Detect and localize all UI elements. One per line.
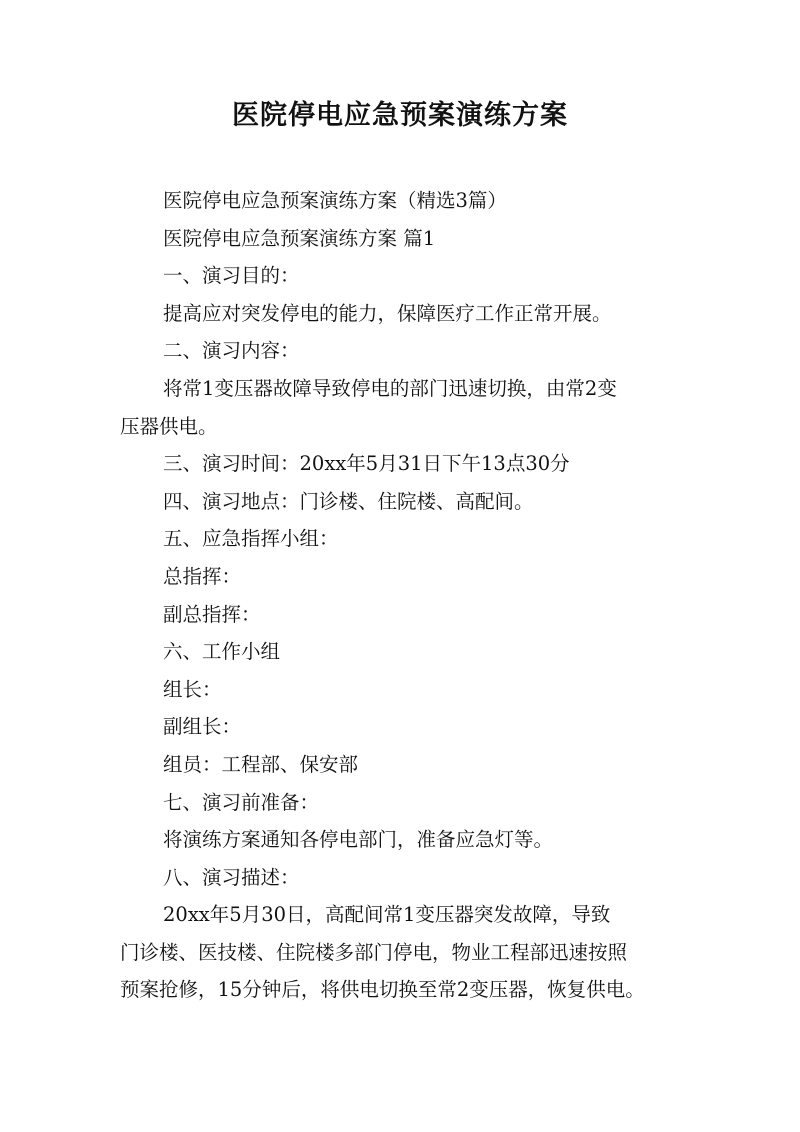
item8-text-line3: 预案抢修，15分钟后，将供电切换至常2变压器，恢复供电。 <box>120 978 645 1002</box>
section-heading: 医院停电应急预案演练方案 篇1 <box>163 226 436 250</box>
item7-text: 将演练方案通知各停电部门，准备应急灯等。 <box>163 828 554 852</box>
item8-heading: 八、演习描述： <box>163 865 300 889</box>
document-title: 医院停电应急预案演练方案 <box>232 100 568 131</box>
commander-label: 总指挥： <box>163 564 242 588</box>
item8-text-line1: 20xx年5月30日，高配间常1变压器突发故障，导致 <box>163 903 611 927</box>
team-leader-label: 组长： <box>163 677 222 701</box>
document-body <box>120 182 686 1009</box>
item1-heading: 一、演习目的： <box>163 264 300 288</box>
item5-heading: 五、应急指挥小组： <box>163 527 339 551</box>
deputy-team-leader-label: 副组长： <box>163 715 242 739</box>
subtitle: 医院停电应急预案演练方案（精选3篇） <box>163 189 507 212</box>
item2-text-line2: 压器供电。 <box>120 414 218 438</box>
item3-text: 三、演习时间：20xx年5月31日下午13点30分 <box>163 452 570 476</box>
item7-heading: 七、演习前准备： <box>163 790 320 814</box>
item2-text-line1: 将常1变压器故障导致停电的部门迅速切换，由常2变 <box>163 376 617 400</box>
item1-text: 提高应对突发停电的能力，保障医疗工作正常开展。 <box>163 301 612 325</box>
item4-text: 四、演习地点：门诊楼、住院楼、高配间。 <box>163 489 534 513</box>
item6-heading: 六、工作小组 <box>163 640 281 664</box>
deputy-commander-label: 副总指挥： <box>163 602 261 626</box>
item2-heading: 二、演习内容： <box>163 339 300 363</box>
team-members: 组员：工程部、保安部 <box>163 752 359 776</box>
item8-text-line2: 门诊楼、医技楼、住院楼多部门停电，物业工程部迅速按照 <box>120 940 628 964</box>
